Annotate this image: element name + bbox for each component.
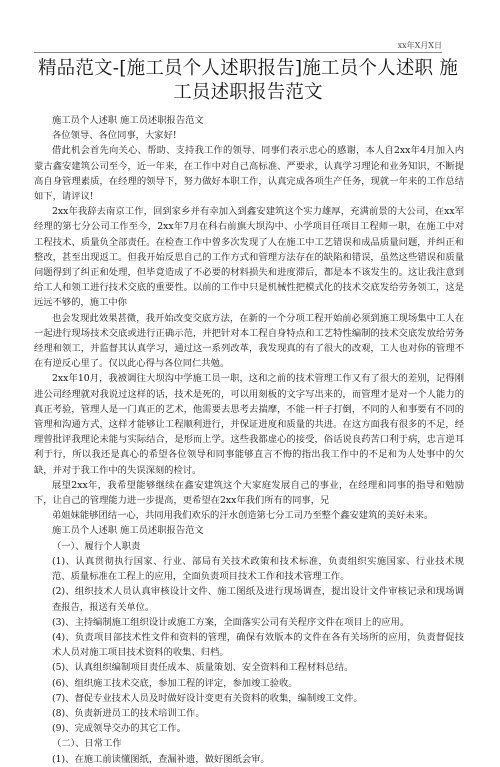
- paragraph-outlook: 展望2xx年，我希望能够继续在鑫安建筑这个大家庭发展自己的事业，在经理和同事的指导和勉励下，让自己的管理能力进一步提高，更希望在2xx年我们所有的同事，兄: [34, 479, 464, 507]
- header-rule: [34, 52, 442, 53]
- list-item: (2)、组织技术人员认真审核设计文件、施工图纸及进行现场调查，提出设计文件审核记录和现场调查报告，报送有关单位。: [52, 586, 464, 613]
- list-item: (1)、认真贯彻执行国家、行业、部局有关技术政策和技术标准，负责组织实施国家、行业技术规范、质量标准在工程上的应用，全面负责项目技术工作和技术管理工作。: [52, 555, 464, 583]
- paragraph-2xx-nanjing: 2xx年我辞去南京工作，回到家乡并有幸加入到鑫安建筑这个实力雄厚，充满前景的大公司，在xx军经理的第七分公司工作至今，2xx年7月在科右前旗大坝沟中、小学项目任项目工程师一职，在施工中对工程技术、质量负全部责任。在检查工作中曾多次发现了人在施工中工艺错误和成品质量问题，并纠正和整改，甚至出现返工。但我开始反思自己的工作方式和管理方法存在的缺陷和错误，虽然这些错误和质量问题得到了纠正和处理，但毕竟造成了不必要的材料损失和进度滞后，都是本不该发生的。这让我注意到给工人和领工进行技术交底的重要性。以前的工作中只是机械性把模式化的技术交底发给劳务领工，这是远远不够的，施工中你: [34, 206, 464, 309]
- list-item: (3)、主持编制施工组织设计或施工方案，全面落实公司有关程序文件在项目上的应用。: [52, 616, 410, 628]
- subtitle-line: 施工员个人述职 施工员述职报告范文: [52, 115, 204, 126]
- section-1-heading: （一）、履行个人职责: [52, 540, 141, 552]
- subtitle-repeat: 施工员个人述职 施工员述职报告范文: [52, 525, 204, 537]
- document-title: 精品范文-[施工员个人述职报告]施工员个人述职 施工员述职报告范文: [37, 58, 459, 103]
- list-item: (9)、完成领导交办的其它工作。: [52, 723, 187, 735]
- header-date: xx年X月X日: [397, 41, 442, 50]
- list-item: (4)、负责项目部技术性文件和资料的管理，确保有效版本的文件在各有关场所的应用，负责督促技术人员对施工项目技术资料的收集、归档。: [52, 631, 464, 659]
- list-item: (8)、负责新进员工的技术培训工作。: [52, 707, 205, 719]
- section-2-heading: （二）、日常工作: [52, 738, 122, 750]
- list-item: (1)、在施工前读懂图纸，查漏补遗，做好图纸会审。: [52, 753, 270, 765]
- paragraph-method-change: 也会发现此效果甚微，我开始改变交底方法，在新的一个分项工程开始前必须到施工现场集中工人在一起进行现场技术交底或进行正确示范，并把针对本工程自身特点和工艺特性编制的技术交底发放给劳务经理和领工，并监督其认真学习，通过这一系列改革，我发现真的有了很大的改观，工人也对你的管理不在有逆反心里了。仅以此心得与各位同仁共勉。: [34, 312, 464, 370]
- paragraph-outlook-cont: 弟姐妹能够团结一心，共同用我们欢乐的汗水创造第七分工司乃至整个鑫安建筑的美好未来。: [52, 510, 434, 522]
- document-body: [34, 113, 464, 767]
- greeting: 各位领导、各位同事，大家好!: [52, 130, 177, 142]
- list-item: (6)、组织施工技术交底，参加工程的评定，参加竣工验收。: [52, 677, 298, 689]
- list-item: (5)、认真组织编制项目责任成本、质量策划、安全资料和工程材料总结。: [52, 662, 354, 674]
- paragraph-october: 2xx年10月，我被调往大坝沟中学施工员一职，这和之前的技术管理工作又有了很大的差别，记得刚进公司经理就对我说过这样的话，技术是死的，可以用刻板的文字写出来的，而管理才是对一个人能力的真正考验，管理人是一门真正的艺术，他需要去思考去揣摩，不能一杆子打倒，不同的人和事要有不同的管理和沟通方式，这样才能够让工程顺利进行，并保证进度和质量的共进。在这方面我有很多的不足，经理曾批评我理论未能与实际结合，是形而上学。这些我都虚心的接受，俗话说良药苦口利于病，忠言逆耳利于行，所以我还是真心的希望各位领导和同事能够直言不悔的指出我工作中的不足和为人处事中的欠缺，并对于我工作中的失误深刻的检讨。: [34, 373, 464, 476]
- paragraph-intro: 借此机会首先向关心、帮助、支持我工作的领导、同事们表示忠心的感谢，本人自2xx年4月加入内蒙古鑫安建筑公司至今，近一年来，在工作中对自己高标准、严要求，认真学习理论和业务知识，不断提高自身管理素质，在经理的领导下，努力做好本职工作，认真完成各项生产任务，现就一年来的工作总结如下，请评议!: [34, 145, 464, 203]
- list-item: (7)、督促专业技术人员及时做好设计变更有关资料的收集，编制竣工文件。: [52, 692, 363, 704]
